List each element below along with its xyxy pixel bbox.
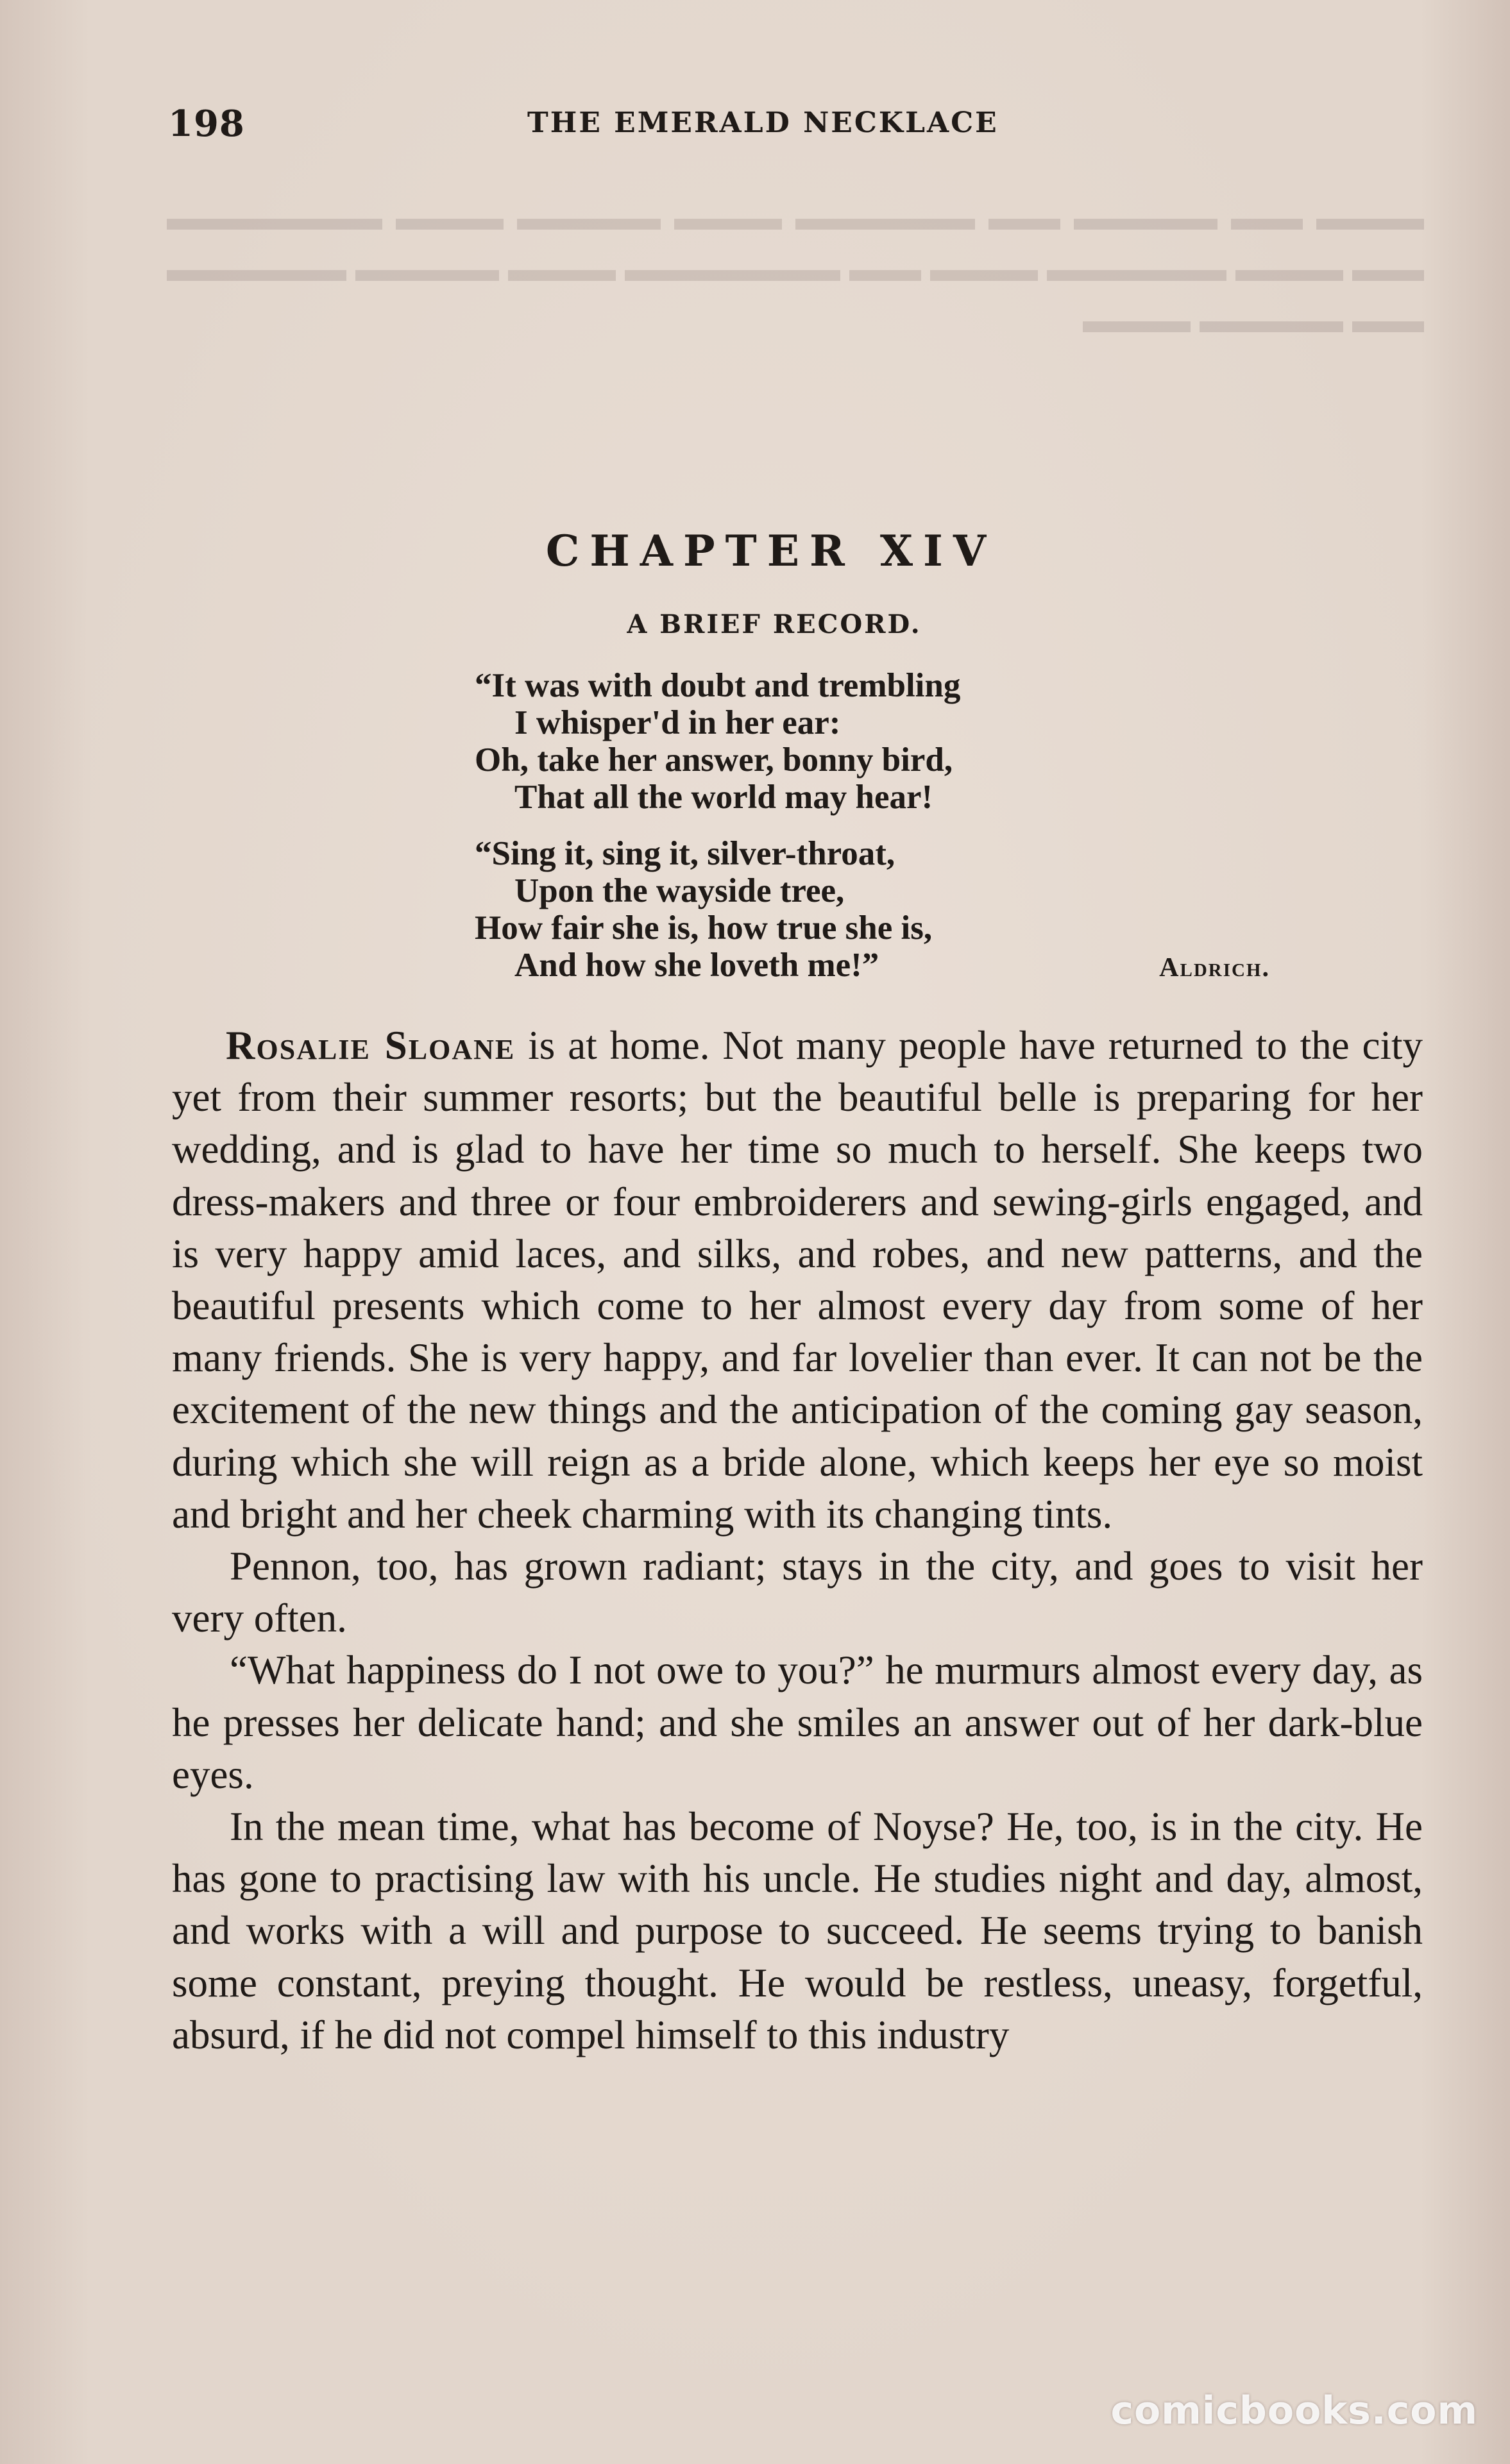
epigraph [475, 667, 1270, 1006]
running-head [168, 103, 1079, 148]
site-watermark: comicbooks.com [1110, 2388, 1478, 2433]
chapter-body [172, 1020, 1423, 2061]
paragraph-text: is at home. Not many people have returned to the city yet from their summer resorts; but the beautiful belle is preparing for her wedding, and is glad to have her time so much to herself. She keeps two dress-makers and three or four embroiderers and sewing-girls engaged, and is very happy amid laces, and silks, and robes, and new patterns, and the beautiful presents which come to her almost every day from some of her many friends. She is very happy, and far lovelier than ever. It can not be the excitement of the new things and the anticipation of the coming gay season, during which she will reign as a bride alone, which keeps her eye so moist and bright and her cheek charming with its changing tints. [172, 1023, 1423, 1537]
epigraph-stanza [475, 835, 1270, 986]
verse-line: Oh, take her answer, bonny bird, [475, 741, 953, 779]
paragraph [172, 1020, 1423, 1540]
verse-line: “It was with doubt and trembling [475, 667, 961, 704]
page-number: 198 [168, 103, 245, 145]
paragraph: “What happiness do I not owe to you?” he murmurs almost every day, as he presses her delicate hand; and she smiles an answer out of her dark-blue eyes. [172, 1648, 1423, 1797]
paragraph: Pennon, too, has grown radiant; stays in the city, and goes to visit her very often. [172, 1544, 1423, 1641]
verse-line: I whisper'd in her ear: [514, 704, 841, 741]
paragraph-lead-name: Rosalie Sloane [226, 1023, 516, 1068]
bleed-through-texture: ▬▬▬ ▬▬ ▬▬▬▬ ▬▬ ▬▬▬▬▬ ▬▬▬ ▬▬▬▬ ▬▬▬ ▬▬▬▬▬▬ ▬▬ ▬▬▬ ▬▬▬▬▬ ▬▬▬ ▬▬ ▬▬▬▬▬▬ ▬▬▬ ▬▬▬▬ ▬▬▬▬▬ ▬▬ ▬▬▬▬ ▬▬▬ [167, 198, 1424, 341]
verse-line-with-attribution [475, 947, 1270, 986]
verse-line: Upon the wayside tree, [514, 872, 845, 909]
epigraph-attribution: Aldrich. [1159, 953, 1270, 983]
verse-line: And how she loveth me!” [514, 947, 879, 984]
chapter-title: CHAPTER XIV [545, 526, 997, 576]
book-title: THE EMERALD NECKLACE [527, 106, 999, 139]
epigraph-stanza [475, 667, 1270, 816]
chapter-subtitle: A BRIEF RECORD. [627, 609, 922, 639]
verse-line: How fair she is, how true she is, [475, 909, 933, 947]
paragraph: In the mean time, what has become of Noyse? He, too, is in the city. He has gone to practising law with his uncle. He studies night and day, almost, and works with a will and purpose to succeed. He seems trying to banish some constant, preying thought. He would be restless, uneasy, forgetful, absurd, if he did not compel himself to this industry [172, 1804, 1423, 2057]
verse-line: That all the world may hear! [514, 779, 933, 816]
verse-line: “Sing it, sing it, silver-throat, [475, 835, 895, 872]
